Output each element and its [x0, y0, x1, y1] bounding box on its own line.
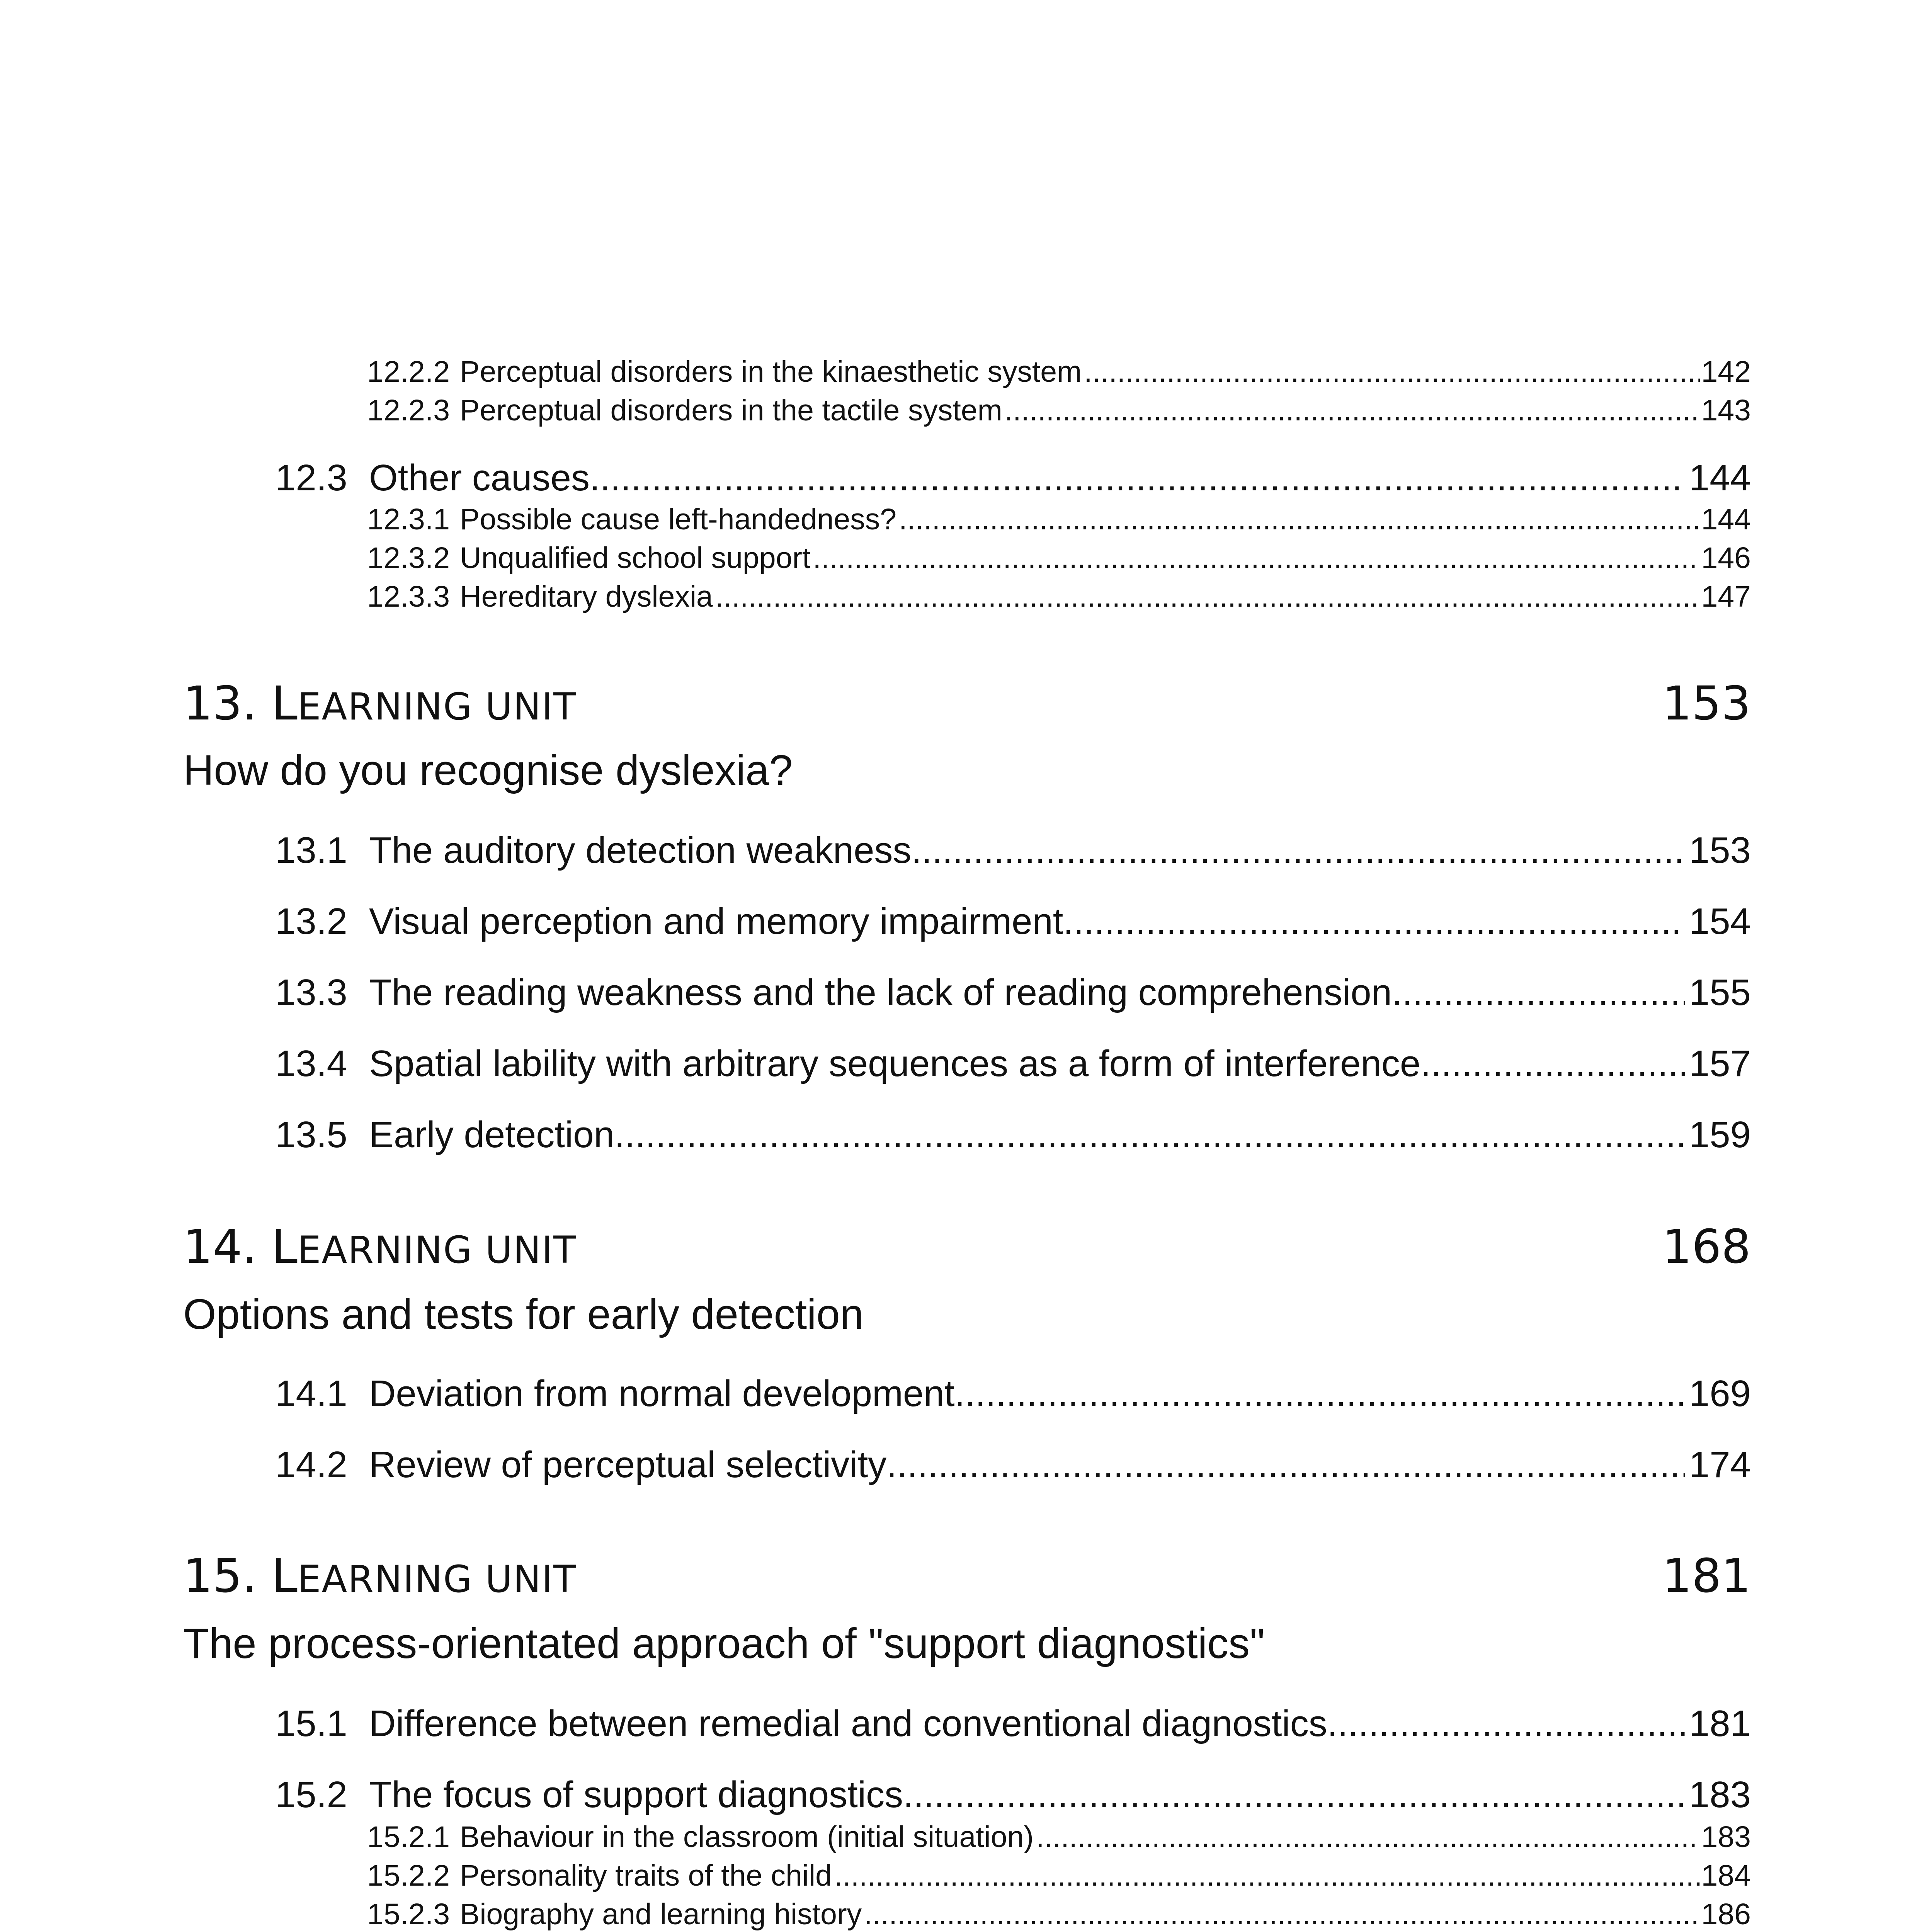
toc-leader-dots [1005, 393, 1700, 428]
toc-section-page: 183 [1689, 1774, 1751, 1815]
chapter-heading [183, 1220, 1751, 1278]
toc-section-number: 15.2 [275, 1774, 347, 1815]
chapter-label: 14. LEARNING UNIT [183, 1220, 577, 1274]
toc-section-number: 13.3 [275, 972, 347, 1013]
toc-section-title: Visual perception and memory impairment [369, 901, 1063, 942]
toc-leader-dots [911, 829, 1685, 872]
toc-entry-number: 12.3.3 [367, 580, 450, 613]
toc-leader-dots [899, 502, 1699, 537]
toc-section-page: 169 [1689, 1373, 1751, 1414]
toc-entry [367, 1859, 1751, 1896]
toc-leader-dots [1084, 355, 1699, 389]
toc-leader-dots [590, 457, 1685, 499]
toc-entry-page: 184 [1701, 1859, 1751, 1892]
toc-entry [367, 541, 1751, 578]
toc-section-page: 159 [1689, 1114, 1751, 1155]
toc-leader-dots [1402, 971, 1685, 1014]
chapter-page: 168 [1662, 1220, 1751, 1274]
toc-leader-dots [1036, 1820, 1699, 1854]
chapter-page: 181 [1662, 1549, 1751, 1603]
toc-leader-dots [1327, 1702, 1685, 1745]
toc-section-page: 144 [1689, 457, 1751, 498]
toc-section-number: 15.1 [275, 1703, 347, 1744]
toc-section [275, 1774, 1751, 1820]
toc-entry-number: 12.3.2 [367, 541, 450, 575]
chapter-subtitle: Options and tests for early detection [183, 1291, 864, 1338]
toc-section-number: 13.5 [275, 1114, 347, 1155]
toc-section-title: Difference between remedial and conventional diagnostics [369, 1703, 1327, 1744]
toc-entry [367, 580, 1751, 617]
toc-section-page: 154 [1689, 901, 1751, 942]
toc-section [275, 1444, 1751, 1490]
toc-entry-title: Perceptual disorders in the kinaesthetic system [460, 355, 1082, 388]
toc-section [275, 829, 1751, 876]
toc-section-number: 13.1 [275, 830, 347, 871]
toc-leader-dots [813, 541, 1699, 575]
toc-entry-title: Unqualified school support [460, 541, 811, 575]
toc-section-number: 13.2 [275, 901, 347, 942]
toc-entry-number: 12.2.3 [367, 394, 450, 427]
toc-section-title: Review of perceptual selectivity [369, 1444, 887, 1485]
toc-entry [367, 355, 1751, 392]
toc-section-title: Spatial lability with arbitrary sequences as a form of interference [369, 1043, 1421, 1084]
toc-section-page: 181 [1689, 1703, 1751, 1744]
toc-section-title: Early detection [369, 1114, 615, 1155]
toc-section [275, 457, 1751, 503]
toc-entry-title: Perceptual disorders in the tactile system [460, 394, 1002, 427]
toc-entry-title: Personality traits of the child [460, 1859, 832, 1892]
toc-entry [367, 502, 1751, 539]
toc-entry-title: Behaviour in the classroom (initial situation) [460, 1820, 1034, 1854]
toc-leader-dots [1063, 900, 1685, 943]
toc-section [275, 1372, 1751, 1419]
toc-section-page: 153 [1689, 830, 1751, 871]
toc-entry-page: 144 [1701, 503, 1751, 536]
toc-entry-page: 147 [1701, 580, 1751, 613]
toc-leader-dots [886, 1444, 1685, 1486]
toc-leader-dots [614, 1114, 1685, 1156]
chapter-label: 13. LEARNING UNIT [183, 677, 577, 731]
chapter-heading [183, 1549, 1751, 1607]
toc-entry [367, 1820, 1751, 1857]
toc-section-page: 157 [1689, 1043, 1751, 1084]
toc-entry-number: 15.2.2 [367, 1859, 450, 1892]
toc-section-number: 14.1 [275, 1373, 347, 1414]
chapter-page: 153 [1662, 677, 1751, 731]
toc-entry [367, 1897, 1751, 1932]
toc-entry-number: 12.3.1 [367, 503, 450, 536]
chapter-subtitle: The process-orientated approach of "support diagnostics" [183, 1620, 1265, 1667]
toc-section-title: The auditory detection weakness [369, 830, 912, 871]
toc-leader-dots [715, 580, 1700, 614]
toc-section [275, 1114, 1751, 1160]
toc-section-number: 13.4 [275, 1043, 347, 1084]
toc-section-title: Deviation from normal development [369, 1373, 955, 1414]
toc-entry-page: 143 [1701, 394, 1751, 427]
chapter-subtitle: How do you recognise dyslexia? [183, 747, 793, 794]
toc-section-number: 12.3 [275, 457, 347, 498]
toc-entry-title: Possible cause left-handedness? [460, 503, 897, 536]
chapter-heading [183, 677, 1751, 735]
toc-entry-page: 146 [1701, 541, 1751, 575]
toc-section [275, 1043, 1751, 1089]
toc-entry-page: 186 [1701, 1898, 1751, 1931]
toc-section-title: Other causes [369, 457, 590, 498]
toc-entry-page: 183 [1701, 1820, 1751, 1854]
chapter-label: 15. LEARNING UNIT [183, 1549, 577, 1603]
toc-leader-dots [903, 1774, 1685, 1816]
toc-entry-number: 15.2.3 [367, 1898, 450, 1931]
toc-section-title: The focus of support diagnostics [369, 1774, 903, 1815]
toc-entry-number: 12.2.2 [367, 355, 450, 388]
toc-leader-dots [1420, 1043, 1685, 1085]
toc-section-page: 174 [1689, 1444, 1751, 1485]
toc-section-number: 14.2 [275, 1444, 347, 1485]
toc-leader-dots [864, 1897, 1699, 1932]
toc-entry-title: Biography and learning history [460, 1898, 862, 1931]
toc-entry [367, 393, 1751, 430]
toc-section [275, 1702, 1751, 1749]
toc-section-title: The reading weakness and the lack of reading comprehension. [369, 972, 1402, 1013]
toc-section-page: 155 [1689, 972, 1751, 1013]
toc-entry-title: Hereditary dyslexia [460, 580, 713, 613]
toc-entry-page: 142 [1701, 355, 1751, 388]
toc-section [275, 971, 1751, 1018]
toc-leader-dots [834, 1859, 1700, 1893]
toc-leader-dots [954, 1372, 1685, 1415]
toc-section [275, 900, 1751, 947]
toc-entry-number: 15.2.1 [367, 1820, 450, 1854]
